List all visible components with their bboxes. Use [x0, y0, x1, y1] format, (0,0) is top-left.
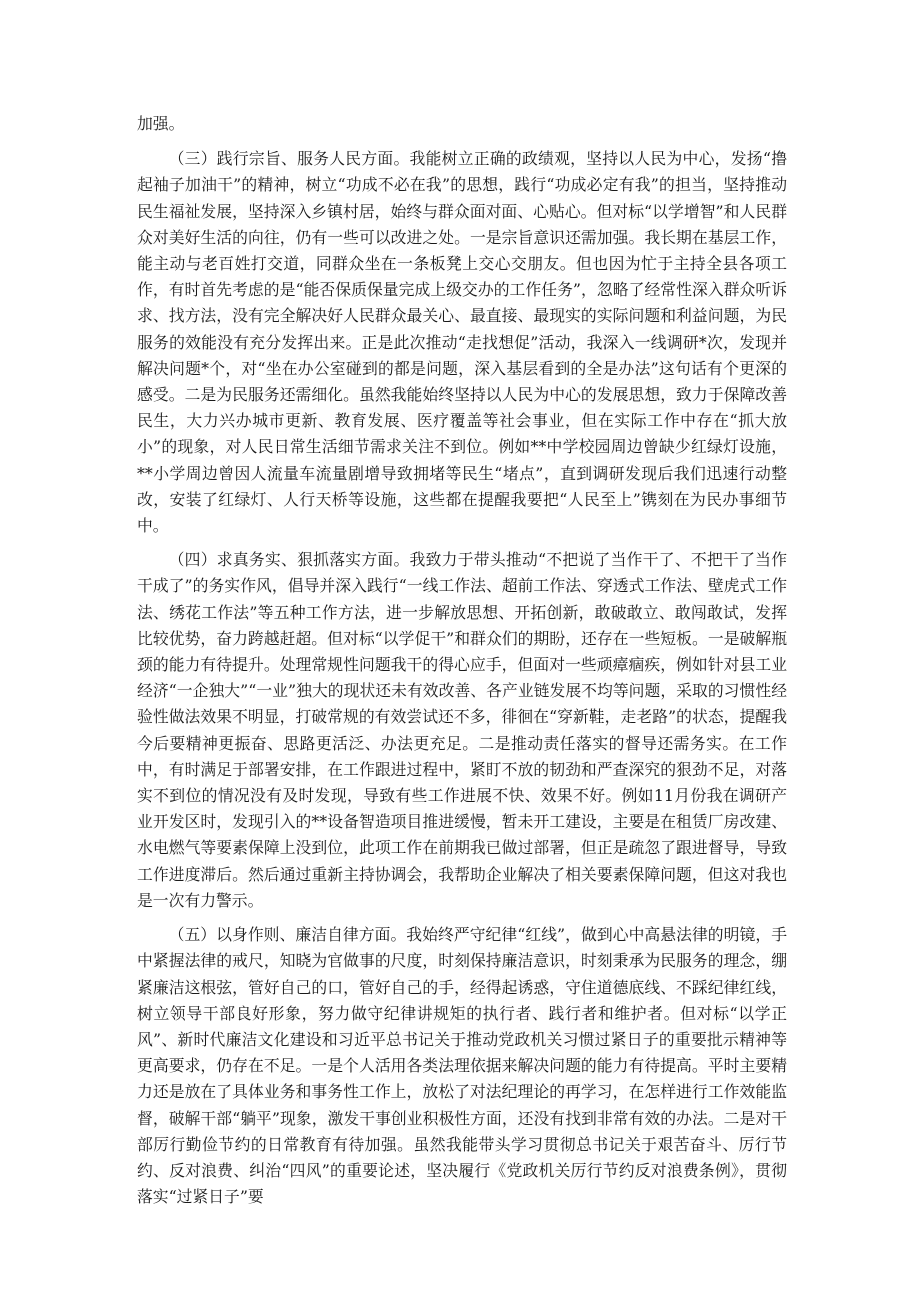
- paragraph-section-5: （五）以身作则、廉洁自律方面。我始终严守纪律“红线”，做到心中高悬法律的明镜，手中紧握法律的戒尺，知晓为官做事的尺度，时刻保持廉洁意识，时刻秉承为民服务的理念，绷紧廉洁这根弦，管好自己的口，管好自己的手，经得起诱惑，守住道德底线、不踩纪律红线，树立领导干部良好形象，努力做守纪律讲规矩的执行者、践行者和维护者。但对标“以学正风”、新时代廉洁文化建设和习近平总书记关于推动党政机关习惯过紧日子的重要批示精神等更高要求，仍存在不足。一是个人活用各类法理依据来解决问题的能力有待提高。平时主要精力还是放在了具体业务和事务性工作上，放松了对法纪理论的再学习，在怎样进行工作效能监督，破解干部“躺平”现象，激发干事创业积极性方面，还没有找到非常有效的办法。二是对干部厉行勤俭节约的日常教育有待加强。虽然我能带头学习贯彻总书记关于艰苦奋斗、厉行节约、反对浪费、纠治“四风”的重要论述，坚决履行《党政机关厉行节约反对浪费条例》，贯彻落实“过紧日子”要: [137, 925, 787, 1207]
- paragraph-section-4: （四）求真务实、狠抓落实方面。我致力于带头推动“不把说了当作干了、不把干了当作干成了”的务实作风，倡导并深入践行“一线工作法、超前工作法、穿透式工作法、壁虎式工作法、绣花工作法”等五种工作方法，进一步解放思想、开拓创新，敢破敢立、敢闯敢试，发挥比较优势，奋力跨越赶超。但对标“以学促干”和群众们的期盼，还存在一些短板。一是破解瓶颈的能力有待提升。处理常规性问题我干的得心应手，但面对一些顽瘴痼疾，例如针对县工业经济“一企独大”“一业”独大的现状还未有效改善、各产业链发展不均等问题，采取的习惯性经验性做法效果不明显，打破常规的有效尝试还不多，徘徊在“穿新鞋，走老路”的状态，提醒我今后要精神更振奋、思路更活泛、办法更充足。二是推动责任落实的督导还需务实。在工作中，有时满足于部署安排，在工作跟进过程中，紧盯不放的韧劲和严查深究的狠劲不足，对落实不到位的情况没有及时发现，导致有些工作进展不快、效果不好。例如11月份我在调研产业开发区时，发现引入的**设备智造项目推进缓慢，暂未开工建设，主要是在租赁厂房改建、水电燃气等要素保障上没到位，此项工作在前期我已做过部署，但正是疏忽了跟进督导，导致工作进度滞后。然后通过重新主持协调会，我帮助企业解决了相关要素保障问题，但这对我也是一次有力警示。: [137, 550, 787, 910]
- paragraph-section-3: （三）践行宗旨、服务人民方面。我能树立正确的政绩观，坚持以人民为中心，发扬“撸起袖子加油干”的精神，树立“功成不必在我”的思想，践行“功成必定有我”的担当，坚持推动民生福祉发展，坚持深入乡镇村居，始终与群众面对面、心贴心。但对标“以学增智”和人民群众对美好生活的向往，仍有一些可以改进之处。一是宗旨意识还需加强。我长期在基层工作，能主动与老百姓打交道，同群众坐在一条板凳上交心交朋友。但也因为忙于主持全县各项工作，有时首先考虑的是“能否保质保量完成上级交办的工作任务”，忽略了经常性深入群众听诉求、找方法，没有完全解决好人民群众最关心、最直接、最现实的实际问题和利益问题，为民服务的效能没有充分发挥出来。正是此次推动“走找想促”活动，我深入一线调研*次，发现并解决问题*个，对“坐在办公室碰到的都是问题，深入基层看到的全是办法”这句话有个更深的感受。二是为民服务还需细化。虽然我能始终坚持以人民为中心的发展思想，致力于保障改善民生，大力兴办城市更新、教育发展、医疗覆盖等社会事业，但在实际工作中存在“抓大放小”的现象，对人民日常生活细节需求关注不到位。例如**中学校园周边曾缺少红绿灯设施，**小学周边曾因人流量车流量剧增导致拥堵等民生“堵点”，直到调研发现后我们迅速行动整改，安装了红绿灯、人行天桥等设施，这些都在提醒我要把“人民至上”镌刻在为民办事细节中。: [137, 149, 787, 536]
- document-body: [137, 111, 787, 1218]
- paragraph-continuation: 加强。: [137, 114, 185, 133]
